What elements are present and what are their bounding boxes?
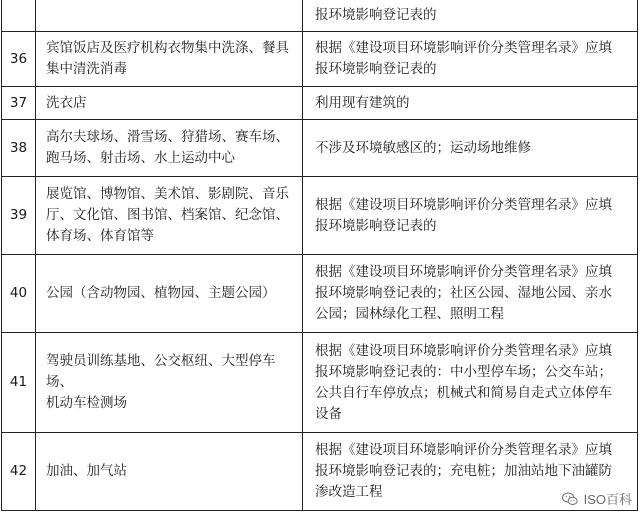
project-type-cell: 高尔夫球场、滑雪场、狩猎场、赛车场、 跑马场、射击场、水上运动中心 (36, 120, 303, 177)
eia-registration-table (1, 0, 638, 511)
condition-cell: 根据《建设项目环境影响评价分类管理名录》应填 报环境影响登记表的：中小型停车场；公交车站； 公共自行车停放点；机械式和简易自走式立体停车 设备 (303, 333, 638, 433)
table-row (2, 177, 638, 255)
condition-cell: 根据《建设项目环境影响评价分类管理名录》应填 报环境影响登记表的 (303, 32, 638, 87)
table-row (2, 333, 638, 433)
row-number: 42 (2, 433, 36, 511)
project-type-cell: 宾馆饭店及医疗机构衣物集中洗涤、餐具 集中清洗消毒 (36, 32, 303, 87)
wechat-icon (561, 490, 579, 508)
condition-cell: 根据《建设项目环境影响评价分类管理名录》应填 报环境影响登记表的；社区公园、湿地公园、亲水 公园；园林绿化工程、照明工程 (303, 255, 638, 333)
project-type-cell: 洗衣店 (36, 87, 303, 120)
project-type-cell: 加油、加气站 (36, 433, 303, 511)
row-number: 39 (2, 177, 36, 255)
table-row (2, 433, 638, 511)
table-row (2, 120, 638, 177)
watermark-text: ISO百科 (583, 492, 632, 507)
condition-cell: 根据《建设项目环境影响评价分类管理名录》应填 报环境影响登记表的；充电桩；加油站地下油罐防 渗改造工程 (303, 433, 638, 511)
row-number: 37 (2, 87, 36, 120)
row-number: 40 (2, 255, 36, 333)
row-number (2, 0, 36, 32)
row-number: 36 (2, 32, 36, 87)
table-row (2, 32, 638, 87)
table-row (2, 255, 638, 333)
condition-cell: 报环境影响登记表的 (303, 0, 638, 32)
row-number: 41 (2, 333, 36, 433)
table-row (2, 0, 638, 32)
table-row (2, 87, 638, 120)
condition-cell: 根据《建设项目环境影响评价分类管理名录》应填 报环境影响登记表的 (303, 177, 638, 255)
project-type-cell: 展览馆、博物馆、美术馆、影剧院、音乐 厅、文化馆、图书馆、档案馆、纪念馆、 体育场、体育馆等 (36, 177, 303, 255)
row-number: 38 (2, 120, 36, 177)
condition-cell: 利用现有建筑的 (303, 87, 638, 120)
condition-cell: 不涉及环境敏感区的；运动场地维修 (303, 120, 638, 177)
watermark (561, 489, 632, 508)
project-type-cell (36, 0, 303, 32)
project-type-cell: 公园（含动物园、植物园、主题公园） (36, 255, 303, 333)
project-type-cell: 驾驶员训练基地、公交枢纽、大型停车场、 机动车检测场 (36, 333, 303, 433)
